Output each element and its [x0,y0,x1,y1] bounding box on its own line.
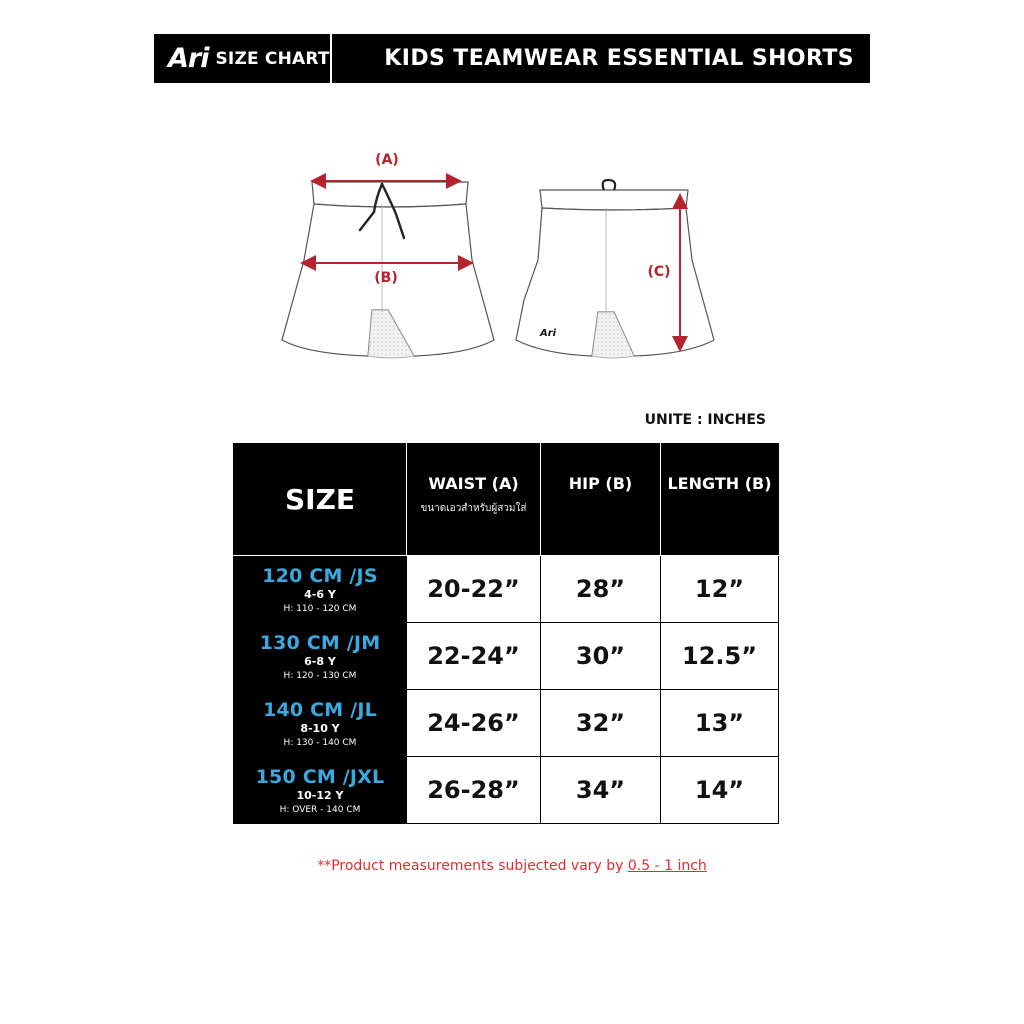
length-value: 13” [661,690,779,757]
label-a: (A) [375,152,399,168]
waist-header [407,444,541,556]
shorts-diagram [268,140,728,370]
waist-value: 20-22” [407,556,541,623]
product-title: KIDS TEAMWEAR ESSENTIAL SHORTS [384,46,854,71]
size-age: 4-6 Y [304,587,336,601]
waist-value: 24-26” [407,690,541,757]
size-height: H: 110 - 120 CM [283,603,357,614]
unit-label: UNITE : INCHES [644,412,766,428]
size-cell [234,690,407,757]
hip-header: HIP (B) [541,444,661,556]
hip-value: 34” [541,757,661,824]
header-bar [154,34,870,83]
size-name: 150 CM /JXL [255,765,385,788]
back-logo: Ari [540,328,557,339]
size-age: 8-10 Y [300,721,340,735]
label-c: (C) [647,264,671,280]
length-value: 14” [661,757,779,824]
length-value: 12” [661,556,779,623]
size-age: 6-8 Y [304,654,336,668]
size-height: H: 130 - 140 CM [283,737,357,748]
size-cell [234,623,407,690]
table-row [234,757,779,824]
length-value: 12.5” [661,623,779,690]
hip-value: 32” [541,690,661,757]
ari-logo: Ari [168,43,209,74]
waist-header-sub: ขนาดเอวสำหรับผู้สวมใส่ [420,503,527,514]
brand-block [154,34,332,83]
waist-value: 26-28” [407,757,541,824]
note-text: **Product measurements subjected vary by [317,858,628,874]
size-name: 130 CM /JM [259,631,381,654]
label-b: (B) [374,270,398,286]
table-row [234,556,779,623]
size-cell [234,556,407,623]
size-header: SIZE [234,444,407,556]
hip-value: 28” [541,556,661,623]
measurement-note [0,858,1024,874]
size-age: 10-12 Y [296,788,344,802]
size-height: H: OVER - 140 CM [279,804,361,815]
waist-value: 22-24” [407,623,541,690]
size-name: 140 CM /JL [263,698,377,721]
size-height: H: 120 - 130 CM [283,670,357,681]
table-row [234,690,779,757]
length-header: LENGTH (B) [661,444,779,556]
table-row [234,623,779,690]
hip-value: 30” [541,623,661,690]
note-range: 0.5 - 1 inch [627,858,707,874]
size-table [233,443,779,824]
size-name: 120 CM /JS [262,564,378,587]
waist-header-label: WAIST (A) [428,474,519,493]
size-chart-label: SIZE CHART [215,48,330,69]
table-header-row [234,444,779,556]
size-cell [234,757,407,824]
